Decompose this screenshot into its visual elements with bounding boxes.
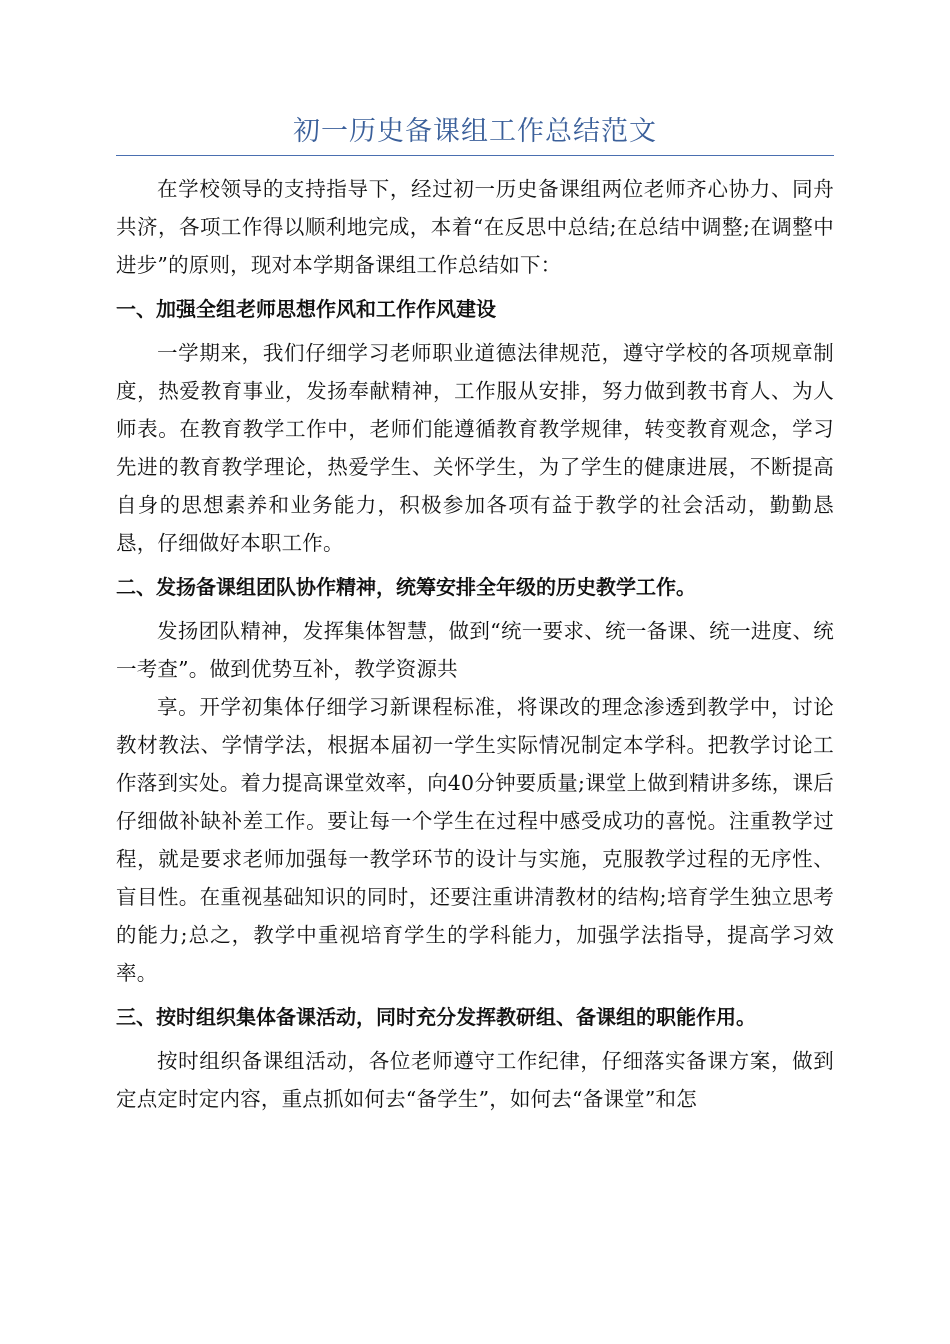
document-title: 初一历史备课组工作总结范文 [293, 116, 657, 147]
section-3-heading: 三、按时组织集体备课活动，同时充分发挥教研组、备课组的职能作用。 [116, 1005, 756, 1029]
title-underline [116, 155, 834, 156]
document-body [116, 170, 834, 1118]
section-3-paragraph: 按时组织备课组活动，各位老师遵守工作纪律，仔细落实备课方案，做到定点定时定内容，重点抓如何去“备学生”，如何去“备课堂”和怎 [116, 1049, 834, 1111]
section-1-heading: 一、加强全组老师思想作风和工作作风建设 [116, 297, 496, 321]
section-2-paragraph-1: 发扬团队精神，发挥集体智慧，做到“统一要求、统一备课、统一进度、统一考查”。做到优势互补，教学资源共 [116, 619, 834, 681]
section-2-heading: 二、发扬备课组团队协作精神，统筹安排全年级的历史教学工作。 [116, 575, 696, 599]
section-2-paragraph-2: 享。开学初集体仔细学习新课程标准，将课改的理念渗透到教学中，讨论教材教法、学情学法，根据本届初一学生实际情况制定本学科。把教学讨论工作落到实处。着力提高课堂效率，向40分钟要质量;课堂上做到精讲多练，课后仔细做补缺补差工作。要让每一个学生在过程中感受成功的喜悦。注重教学过程，就是要求老师加强每一教学环节的设计与实施，克服教学过程的无序性、盲目性。在重视基础知识的同时，还要注重讲清教材的结构;培育学生独立思考的能力;总之，教学中重视培育学生的学科能力，加强学法指导，提高学习效率。 [116, 695, 834, 985]
section-1-paragraph: 一学期来，我们仔细学习老师职业道德法律规范，遵守学校的各项规章制度，热爱教育事业，发扬奉献精神，工作服从安排，努力做到教书育人、为人师表。在教育教学工作中，老师们能遵循教育教学规律，转变教育观念，学习先进的教育教学理论，热爱学生、关怀学生，为了学生的健康进展，不断提高自身的思想素养和业务能力，积极参加各项有益于教学的社会活动，勤勤恳恳，仔细做好本职工作。 [116, 341, 834, 555]
intro-paragraph: 在学校领导的支持指导下，经过初一历史备课组两位老师齐心协力、同舟共济，各项工作得以顺利地完成，本着“在反思中总结;在总结中调整;在调整中进步”的原则，现对本学期备课组工作总结如下： [116, 177, 834, 277]
